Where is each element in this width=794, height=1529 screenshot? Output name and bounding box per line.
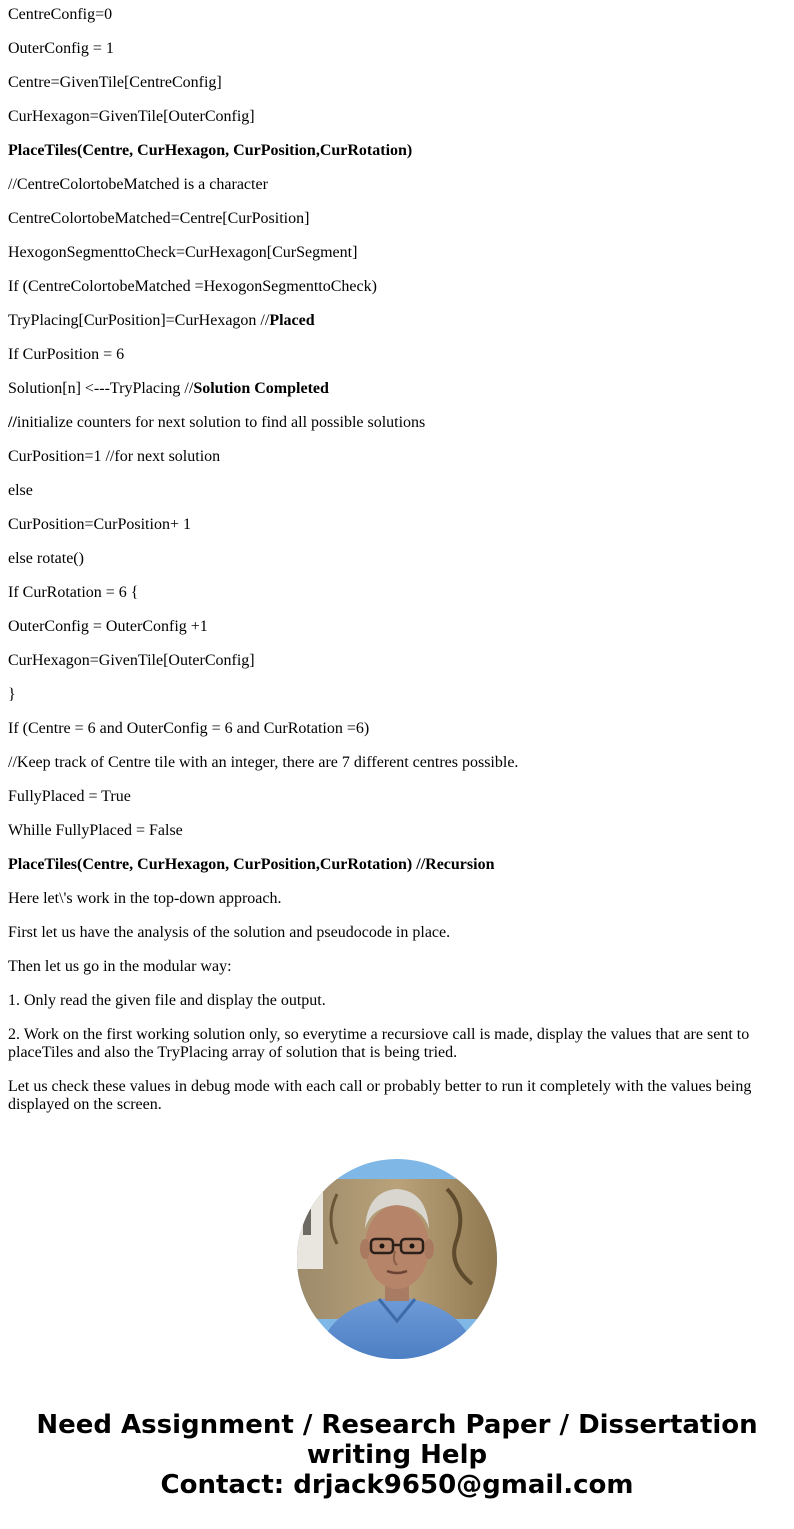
bold-segment: PlaceTiles(Centre, CurHexagon, CurPosition,CurRotation) //Recursion: [8, 856, 495, 873]
text-line: [8, 346, 786, 364]
text-segment: HexogonSegmenttoCheck=CurHexagon[CurSegment]: [8, 244, 358, 261]
text-line: [8, 482, 786, 500]
text-segment: else rotate(): [8, 550, 84, 567]
text-line: [8, 1078, 786, 1114]
text-segment: FullyPlaced = True: [8, 788, 131, 805]
text-line: [8, 244, 786, 262]
text-line: [8, 822, 786, 840]
text-segment: initialize counters for next solution to find all possible solutions: [16, 414, 426, 431]
text-segment: }: [8, 686, 16, 703]
text-line: [8, 6, 786, 24]
article-body: [0, 6, 794, 1114]
text-segment: OuterConfig = 1: [8, 40, 114, 57]
text-segment: Solution[n] <---TryPlacing //: [8, 380, 194, 397]
text-segment: CurHexagon=GivenTile[OuterConfig]: [8, 108, 255, 125]
text-line: [8, 142, 786, 160]
text-line: [8, 924, 786, 942]
text-line: [8, 414, 786, 432]
bold-segment: Solution Completed: [193, 380, 329, 397]
text-line: [8, 652, 786, 670]
text-line: [8, 108, 786, 126]
text-segment: If CurPosition = 6: [8, 346, 125, 363]
text-segment: OuterConfig = OuterConfig +1: [8, 618, 208, 635]
text-line: [8, 1026, 786, 1062]
text-line: [8, 788, 786, 806]
portrait-icon: [297, 1159, 497, 1359]
text-line: [8, 890, 786, 908]
text-line: [8, 210, 786, 228]
text-segment: Then let us go in the modular way:: [8, 958, 232, 975]
author-photo: [297, 1159, 497, 1359]
text-segment: CurHexagon=GivenTile[OuterConfig]: [8, 652, 255, 669]
text-segment: CurPosition=1 //for next solution: [8, 448, 221, 465]
banner-line-2: writing Help: [306, 1440, 488, 1470]
text-line: [8, 754, 786, 772]
text-segment: TryPlacing[CurPosition]=CurHexagon //: [8, 312, 270, 329]
text-segment: CentreColortobeMatched=Centre[CurPosition]: [8, 210, 310, 227]
text-segment: If CurRotation = 6 {: [8, 584, 139, 601]
banner-line-1: Need Assignment / Research Paper / Dissertation: [36, 1410, 758, 1440]
text-line: [8, 380, 786, 398]
text-line: [8, 856, 786, 874]
text-line: [8, 992, 786, 1010]
text-line: [8, 176, 786, 194]
bold-segment: PlaceTiles(Centre, CurHexagon, CurPosition,CurRotation): [8, 142, 413, 159]
bold-segment: //: [8, 414, 17, 431]
text-segment: Here let\'s work in the top-down approach.: [8, 890, 282, 907]
text-line: [8, 74, 786, 92]
text-segment: CurPosition=CurPosition+ 1: [8, 516, 191, 533]
contact-banner: [0, 1410, 794, 1500]
text-line: [8, 958, 786, 976]
text-segment: else: [8, 482, 33, 499]
text-line: [8, 720, 786, 738]
text-segment: If (Centre = 6 and OuterConfig = 6 and CurRotation =6): [8, 720, 370, 737]
text-segment: 1. Only read the given file and display the output.: [8, 992, 326, 1009]
text-line: [8, 40, 786, 58]
text-segment: First let us have the analysis of the solution and pseudocode in place.: [8, 924, 451, 941]
text-segment: Centre=GivenTile[CentreConfig]: [8, 74, 222, 91]
text-segment: Whille FullyPlaced = False: [8, 822, 183, 839]
text-segment: If (CentreColortobeMatched =HexogonSegmenttoCheck): [8, 278, 377, 295]
text-line: [8, 550, 786, 568]
text-line: [8, 278, 786, 296]
banner-contact-email[interactable]: Contact: drjack9650@gmail.com: [160, 1470, 634, 1500]
text-line: [8, 312, 786, 330]
text-line: [8, 448, 786, 466]
text-line: [8, 584, 786, 602]
text-segment: Let us check these values in debug mode with each call or probably better to run it completely with the values being displayed on the screen.: [8, 1078, 752, 1113]
text-line: [8, 686, 786, 704]
text-line: [8, 516, 786, 534]
text-segment: //Keep track of Centre tile with an integer, there are 7 different centres possible.: [8, 754, 519, 771]
bold-segment: Placed: [269, 312, 315, 329]
text-segment: 2. Work on the first working solution only, so everytime a recursiove call is made, display the values that are sent to placeTiles and also the TryPlacing array of solution that is being tried.: [8, 1026, 750, 1061]
text-segment: //CentreColortobeMatched is a character: [8, 176, 268, 193]
text-line: [8, 618, 786, 636]
text-segment: CentreConfig=0: [8, 6, 113, 23]
